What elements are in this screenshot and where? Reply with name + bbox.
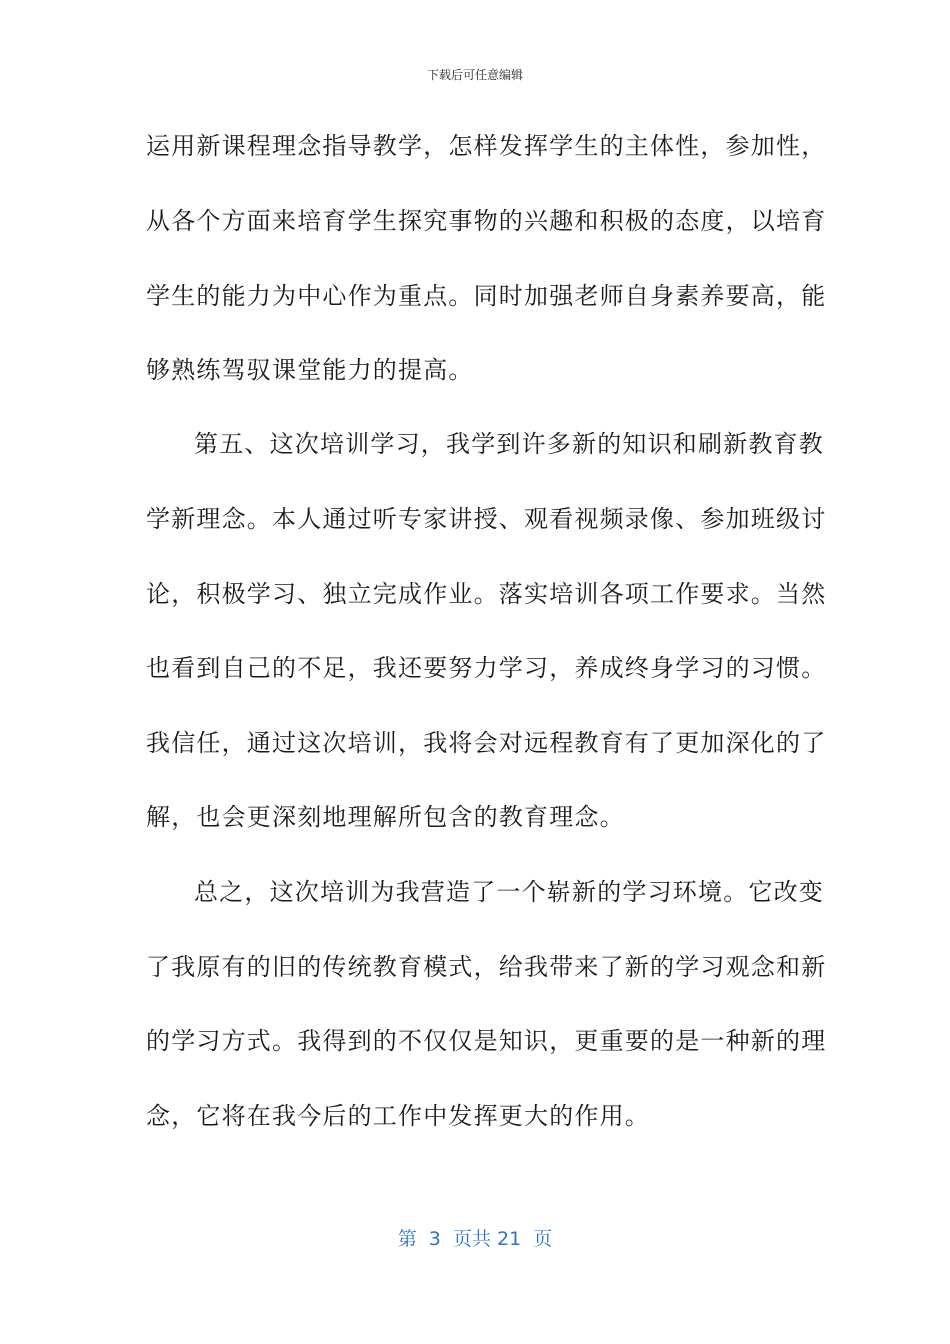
text-line: 运用新课程理念指导教学，怎样发挥学生的主体性，参加性， <box>146 132 827 160</box>
text-line: 的学习方式。我得到的不仅仅是知识，更重要的是一种新的理 <box>146 1027 827 1055</box>
text-line: 总之，这次培训为我营造了一个崭新的学习环境。它改变 <box>194 878 824 906</box>
text-line: 念，它将在我今后的工作中发挥更大的作用。 <box>146 1102 650 1130</box>
text-line: 从各个方面来培育学生探究事物的兴趣和积极的态度，以培育 <box>146 207 827 235</box>
text-line: 我信任，通过这次培训，我将会对远程教育有了更加深化的了 <box>146 729 827 757</box>
text-line: 也看到自己的不足，我还要努力学习，养成终身学习的习惯。 <box>146 654 827 682</box>
text-line: 第五、这次培训学习，我学到许多新的知识和刷新教育教 <box>194 430 824 458</box>
text-line: 学新理念。本人通过听专家讲授、观看视频录像、参加班级讨 <box>146 505 827 533</box>
text-line: 了我原有的旧的传统教育模式，给我带来了新的学习观念和新 <box>146 953 827 981</box>
text-line: 够熟练驾驭课堂能力的提高。 <box>146 356 474 384</box>
text-line: 论，积极学习、独立完成作业。落实培训各项工作要求。当然 <box>146 580 827 608</box>
text-line: 解，也会更深刻地理解所包含的教育理念。 <box>146 803 625 831</box>
page-header-note: 下载后可任意编辑 <box>426 68 523 82</box>
page-number: 第 3 页共 21 页 <box>397 1228 553 1250</box>
text-line: 学生的能力为中心作为重点。同时加强老师自身素养要高，能 <box>146 282 827 310</box>
